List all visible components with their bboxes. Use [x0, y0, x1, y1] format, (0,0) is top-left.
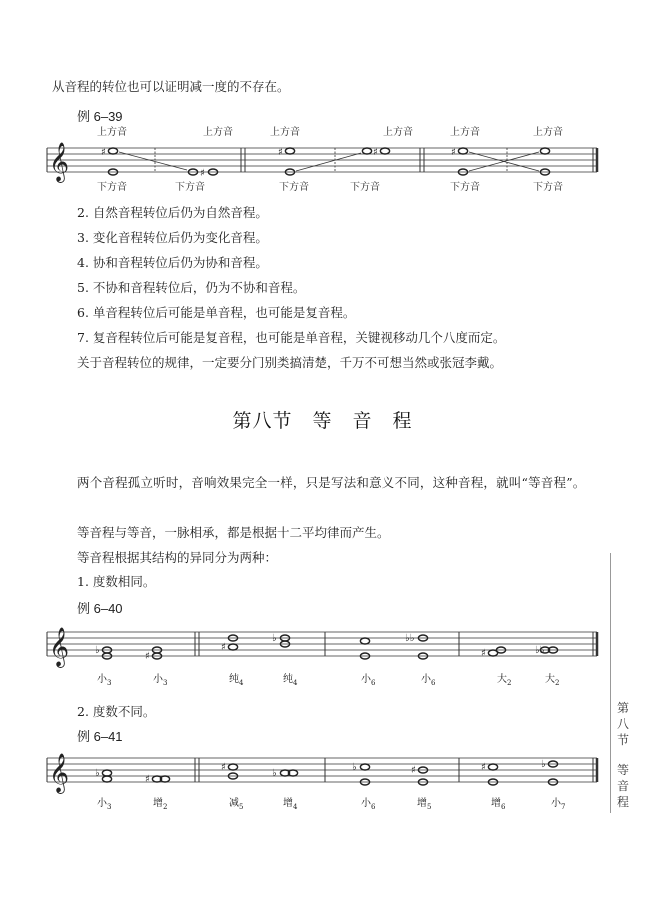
treble-clef-icon: 𝄞 [49, 142, 70, 182]
example-6-40-label: 例 6–40 [77, 601, 123, 616]
interval-label: 增$_4$ [283, 798, 298, 811]
interval-label: 小$_6$ [361, 798, 376, 811]
svg-text:♯: ♯ [145, 774, 150, 785]
lower-note-label: 下方音 [450, 182, 480, 193]
example-6-41-score [45, 746, 605, 816]
rule-item: 6. 单音程转位后可能是单音程，也可能是复音程。 [77, 305, 356, 320]
interval-label: 小$_3$ [153, 674, 168, 687]
svg-text:♯: ♯ [278, 147, 283, 158]
upper-note-label: 上方音 [203, 127, 233, 138]
svg-text:♯: ♯ [481, 648, 486, 659]
svg-text:♭: ♭ [541, 759, 546, 770]
staff-lines [47, 758, 597, 782]
rule-item: 5. 不协和音程转位后，仍为不协和音程。 [77, 280, 306, 295]
svg-text:♭: ♭ [352, 762, 357, 773]
example-6-41-label: 例 6–41 [77, 729, 123, 744]
interval-label: 纯$_4$ [283, 674, 298, 687]
rule-item: 3. 变化音程转位后仍为变化音程。 [77, 230, 268, 245]
rule-item: 2. 自然音程转位后仍为自然音程。 [77, 205, 268, 220]
staff-lines [47, 148, 597, 172]
svg-text:♭: ♭ [272, 768, 277, 779]
example-6-40-score [45, 618, 605, 690]
rule-item: 7. 复音程转位后可能是复音程，也可能是单音程，关键视移动几个八度而定。 [77, 330, 506, 345]
lower-note-label: 下方音 [175, 182, 205, 193]
svg-text:♯: ♯ [373, 147, 378, 158]
body-paragraph: 等音程与等音，一脉相承，都是根据十二平均律而产生。 [77, 525, 390, 540]
svg-text:♭: ♭ [272, 633, 277, 644]
svg-text:♯: ♯ [221, 642, 226, 653]
upper-note-label: 上方音 [270, 127, 300, 138]
sharp-icon [101, 147, 456, 179]
interval-label: 小$_3$ [97, 674, 112, 687]
svg-text:♭: ♭ [95, 645, 100, 656]
subheading-different-degree: 2. 度数不同。 [77, 704, 156, 719]
interval-label: 增$_6$ [491, 798, 506, 811]
staff-lines [47, 632, 597, 656]
side-tab-rule [610, 553, 611, 813]
lower-note-label: 下方音 [97, 182, 127, 193]
definition-paragraph: 两个音程孤立听时，音响效果完全一样，只是写法和意义不同，这种音程，就叫“等音程”。 [77, 475, 586, 490]
svg-text:♭♭: ♭♭ [405, 633, 415, 644]
note-heads [102, 761, 557, 785]
interval-label: 大$_2$ [497, 674, 512, 687]
accidental-icon [95, 633, 545, 662]
interval-label: 增$_2$ [153, 798, 168, 811]
note-heads [102, 635, 557, 659]
treble-clef-icon: 𝄞 [49, 753, 70, 793]
lower-note-label: 下方音 [533, 182, 563, 193]
svg-text:♯: ♯ [481, 762, 486, 773]
example-6-39-label: 例 6–39 [77, 109, 123, 124]
upper-note-label: 上方音 [383, 127, 413, 138]
upper-note-label: 上方音 [533, 127, 563, 138]
interval-label: 小$_6$ [361, 674, 376, 687]
interval-label: 纯$_4$ [229, 674, 244, 687]
upper-note-label: 上方音 [97, 127, 127, 138]
svg-text:♯: ♯ [101, 147, 106, 158]
side-tab-label: 第 八 节 等 音 程 [616, 701, 629, 809]
lower-note-label: 下方音 [279, 182, 309, 193]
interval-label: 小$_6$ [421, 674, 436, 687]
interval-label: 大$_2$ [545, 674, 560, 687]
section-title: 第八节 等 音 程 [232, 410, 413, 432]
svg-text:♭: ♭ [95, 768, 100, 779]
transposition-arrows [119, 152, 539, 171]
example-6-39-score [45, 124, 605, 194]
svg-text:♯: ♯ [451, 147, 456, 158]
treble-clef-icon: 𝄞 [49, 627, 70, 667]
svg-text:♯: ♯ [145, 651, 150, 662]
svg-text:♯: ♯ [200, 168, 205, 179]
body-paragraph: 等音程根据其结构的异同分为两种： [77, 550, 278, 565]
rule-item: 4. 协和音程转位后仍为协和音程。 [77, 255, 268, 270]
interval-label: 小$_7$ [551, 798, 566, 811]
svg-text:♯: ♯ [221, 762, 226, 773]
closing-line: 关于音程转位的规律，一定要分门别类搞清楚，千万不可想当然或张冠李戴。 [77, 355, 503, 370]
interval-label: 减$_5$ [229, 798, 244, 811]
interval-label: 增$_5$ [417, 798, 432, 811]
interval-labels [97, 796, 565, 811]
interval-labels [97, 672, 559, 687]
svg-text:♯: ♯ [411, 765, 416, 776]
subheading-same-degree: 1. 度数相同。 [77, 574, 156, 589]
lower-note-label: 下方音 [350, 182, 380, 193]
svg-text:♭♭: ♭♭ [535, 645, 545, 656]
interval-label: 小$_3$ [97, 798, 112, 811]
upper-note-label: 上方音 [450, 127, 480, 138]
intro-line: 从音程的转位也可以证明减一度的不存在。 [52, 79, 290, 94]
